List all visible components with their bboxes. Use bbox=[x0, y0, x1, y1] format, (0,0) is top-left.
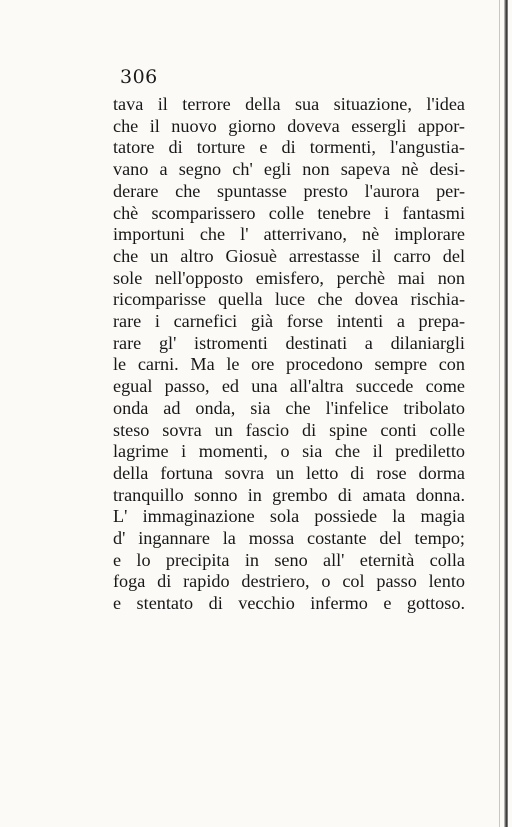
text-line: steso sovra un fascio di spine conti colle bbox=[113, 419, 465, 440]
text-line: foga di rapido destriero, o col passo lento bbox=[113, 571, 465, 592]
text-line: d' ingannare la mossa costante del tempo; bbox=[113, 528, 465, 549]
page-body-text bbox=[113, 94, 465, 615]
text-line: che il nuovo giorno doveva essergli appor- bbox=[113, 115, 465, 136]
text-line: onda ad onda, sia che l'infelice tribolato bbox=[113, 397, 465, 418]
text-line: derare che spuntasse presto l'aurora per- bbox=[113, 180, 465, 201]
text-line: rare i carnefici già forse intenti a prepa- bbox=[113, 311, 465, 332]
page-edge-shadow bbox=[499, 0, 500, 827]
text-line: chè scomparissero colle tenebre i fantasmi bbox=[113, 202, 465, 223]
book-spine-edge bbox=[504, 0, 508, 827]
text-line: della fortuna sovra un letto di rose dorma bbox=[113, 462, 465, 483]
text-line: vano a segno ch' egli non sapeva nè desi- bbox=[113, 159, 465, 180]
text-line: le carni. Ma le ore procedono sempre con bbox=[113, 354, 465, 375]
text-line: tranquillo sonno in grembo di amata donna. bbox=[113, 484, 465, 505]
text-line: lagrime i momenti, o sia che il prediletto bbox=[113, 441, 465, 462]
text-line: tava il terrore della sua situazione, l'idea bbox=[113, 94, 465, 114]
text-line: e stentato di vecchio infermo e gottoso. bbox=[113, 593, 465, 614]
text-line: che un altro Giosuè arrestasse il carro del bbox=[113, 245, 465, 266]
text-line: sole nell'opposto emisfero, perchè mai non bbox=[113, 267, 465, 288]
text-line: L' immaginazione sola possiede la magia bbox=[113, 506, 465, 527]
text-line: e lo precipita in seno all' eternità colla bbox=[113, 549, 465, 570]
text-line: egual passo, ed una all'altra succede come bbox=[113, 376, 465, 397]
text-line: ricomparisse quella luce che dovea rischia- bbox=[113, 289, 465, 310]
text-line: importuni che l' atterrivano, nè implorare bbox=[113, 224, 465, 245]
page-number: 306 bbox=[120, 66, 158, 88]
text-line: rare gl' istromenti destinati a dilaniargli bbox=[113, 332, 465, 353]
text-line: tatore di torture e di tormenti, l'angustia- bbox=[113, 137, 465, 158]
